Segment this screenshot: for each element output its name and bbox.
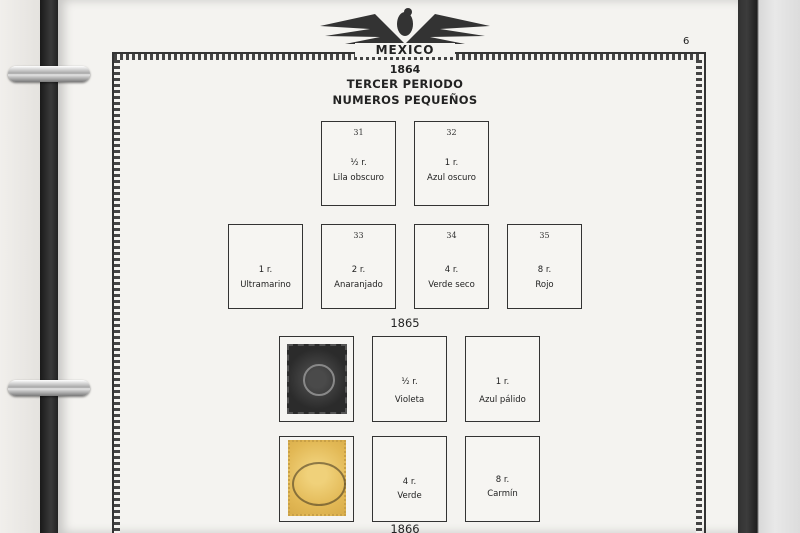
stamp-slot-ultramarino[interactable]: [228, 224, 303, 309]
mounted-stamp-dark: [287, 344, 347, 414]
period-heading: TERCER PERIODO: [346, 77, 464, 91]
stamp-color: Rojo: [535, 280, 554, 290]
stamp-slot-35[interactable]: [507, 224, 582, 309]
stamp-value: ½ r.: [401, 377, 418, 387]
stamp-value: 4 r.: [402, 477, 417, 487]
stamp-color: Anaranjado: [334, 280, 383, 290]
stamp-value: 1 r.: [495, 377, 510, 387]
stamp-value: 8 r.: [537, 265, 552, 275]
stamp-slot-32[interactable]: [414, 121, 489, 206]
page-number: 6: [683, 36, 690, 47]
stamp-color: Violeta: [394, 395, 425, 405]
stamp-value: 1 r.: [444, 158, 459, 168]
stamp-color: Verde seco: [428, 280, 475, 290]
year-1864-heading: 1864: [389, 63, 421, 76]
stamp-value: 2 r.: [351, 265, 366, 275]
stamp-color: Azul oscuro: [427, 173, 476, 183]
stamp-value: 1 r.: [258, 265, 273, 275]
binder-ring-top: [8, 66, 90, 82]
stamp-slot-33[interactable]: [321, 224, 396, 309]
frame-border-right: [696, 54, 702, 533]
catalog-number: 34: [446, 231, 457, 240]
stamp-color: Verde: [397, 491, 422, 501]
catalog-number: 35: [539, 231, 550, 240]
year-1866-heading: 1866: [390, 522, 420, 533]
binder-ring-bottom: [8, 380, 90, 396]
stamp-color: Lila obscuro: [333, 173, 384, 183]
stamp-slot-34[interactable]: [414, 224, 489, 309]
subtitle-heading: NUMEROS PEQUEÑOS: [332, 93, 478, 107]
country-label: MEXICO: [355, 43, 455, 57]
stamp-slot-azul-palido[interactable]: [465, 336, 540, 422]
binder-cover-edge: [735, 0, 800, 533]
stamp-slot-carmin[interactable]: [465, 436, 540, 522]
mounted-stamp-yellow: [288, 440, 346, 516]
stamp-color: Carmín: [487, 489, 518, 499]
stamp-value: 4 r.: [444, 265, 459, 275]
stamp-value: ½ r.: [350, 158, 367, 168]
stamp-color: Ultramarino: [240, 280, 291, 290]
stamp-slot-verde[interactable]: [372, 436, 447, 522]
year-1865-heading: 1865: [390, 316, 420, 330]
stamp-value: 8 r.: [495, 475, 510, 485]
stamp-slot-violeta[interactable]: [372, 336, 447, 422]
stamp-color: Azul pálido: [479, 395, 526, 405]
catalog-number: 33: [353, 231, 364, 240]
stamp-slot-31[interactable]: [321, 121, 396, 206]
catalog-number: 31: [353, 128, 364, 137]
catalog-number: 32: [446, 128, 457, 137]
frame-border-left: [114, 54, 120, 533]
